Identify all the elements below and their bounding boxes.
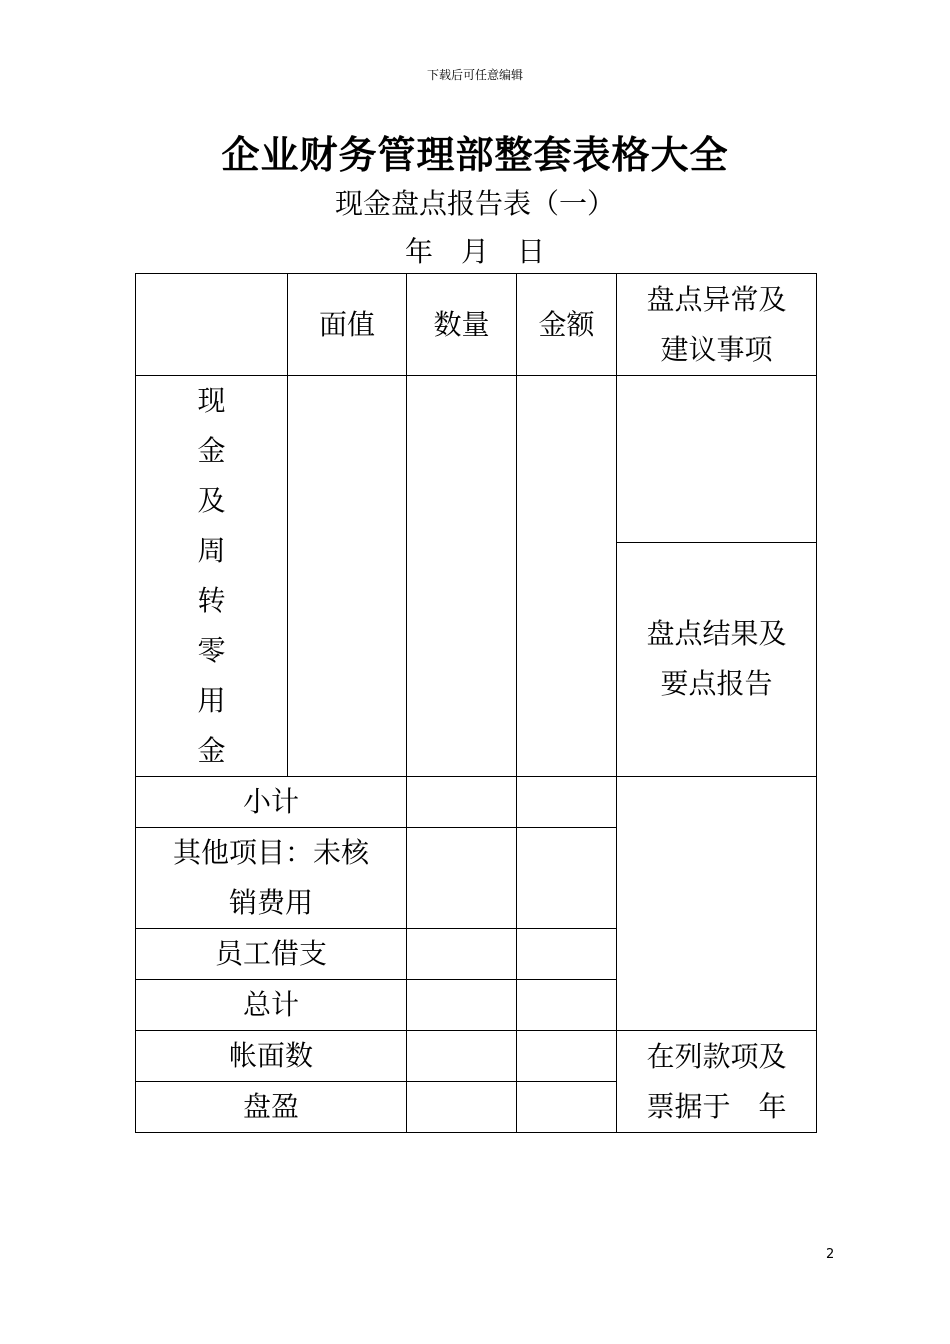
anomaly-line-2: 建议事项: [660, 332, 773, 366]
result-line-1: 盘点结果及: [646, 617, 787, 651]
header-empty-cell: [136, 274, 288, 376]
cash-count-table: [135, 273, 817, 1133]
book-amount-cell[interactable]: [517, 1031, 617, 1082]
date-month-label: 月: [460, 235, 489, 268]
result-line-2: 要点报告: [660, 667, 773, 701]
anomaly-line-1: 盘点异常及: [646, 282, 787, 316]
subtotal-label: 小计: [136, 777, 407, 828]
page-title: 企业财务管理部整套表格大全: [221, 132, 729, 177]
page-number: 2: [826, 1247, 835, 1262]
header-face-value: 面值: [288, 274, 407, 376]
amount-cell[interactable]: [517, 376, 617, 777]
subtotal-quantity-cell[interactable]: [407, 777, 517, 828]
surplus-amount-cell[interactable]: [517, 1082, 617, 1133]
listed-line-1: 在列款项及: [646, 1039, 787, 1073]
result-content-cell[interactable]: [617, 777, 817, 1031]
cash-char: 及: [197, 484, 226, 517]
other-quantity-cell[interactable]: [407, 828, 517, 929]
other-amount-cell[interactable]: [517, 828, 617, 929]
header-amount: 金额: [517, 274, 617, 376]
quantity-cell[interactable]: [407, 376, 517, 777]
cash-char: 金: [197, 734, 226, 767]
face-value-cell[interactable]: [288, 376, 407, 777]
result-report-cell: [617, 542, 817, 776]
date-year-label: 年: [404, 235, 433, 268]
other-line-1: 其他项目：未核: [172, 836, 369, 869]
employee-loan-label: 员工借支: [136, 929, 407, 980]
total-label: 总计: [136, 980, 407, 1031]
form-subtitle: 现金盘点报告表（一）: [334, 187, 615, 220]
book-quantity-cell[interactable]: [407, 1031, 517, 1082]
header-quantity: 数量: [407, 274, 517, 376]
cash-char: 转: [197, 584, 226, 617]
listed-items-cell: [617, 1031, 817, 1133]
loan-quantity-cell[interactable]: [407, 929, 517, 980]
loan-amount-cell[interactable]: [517, 929, 617, 980]
anomaly-notes-cell[interactable]: [617, 376, 817, 543]
cash-char: 用: [197, 684, 226, 717]
header-note: 下载后可任意编辑: [426, 68, 523, 82]
surplus-quantity-cell[interactable]: [407, 1082, 517, 1133]
cash-char: 周: [197, 534, 226, 567]
cash-char: 零: [197, 634, 226, 667]
other-line-2: 销费用: [228, 886, 313, 919]
header-anomaly-suggestions: [617, 274, 817, 376]
other-items-label: [136, 828, 407, 929]
cash-char: 现: [197, 384, 226, 417]
listed-line-2: 票据于 年: [646, 1089, 787, 1123]
cash-char: 金: [197, 434, 226, 467]
total-amount-cell[interactable]: [517, 980, 617, 1031]
date-line: [0, 230, 950, 270]
surplus-label: 盘盈: [136, 1082, 407, 1133]
subtotal-amount-cell[interactable]: [517, 777, 617, 828]
total-quantity-cell[interactable]: [407, 980, 517, 1031]
date-day-label: 日: [517, 235, 546, 268]
book-amount-label: 帐面数: [136, 1031, 407, 1082]
cash-section-label: [136, 376, 288, 777]
